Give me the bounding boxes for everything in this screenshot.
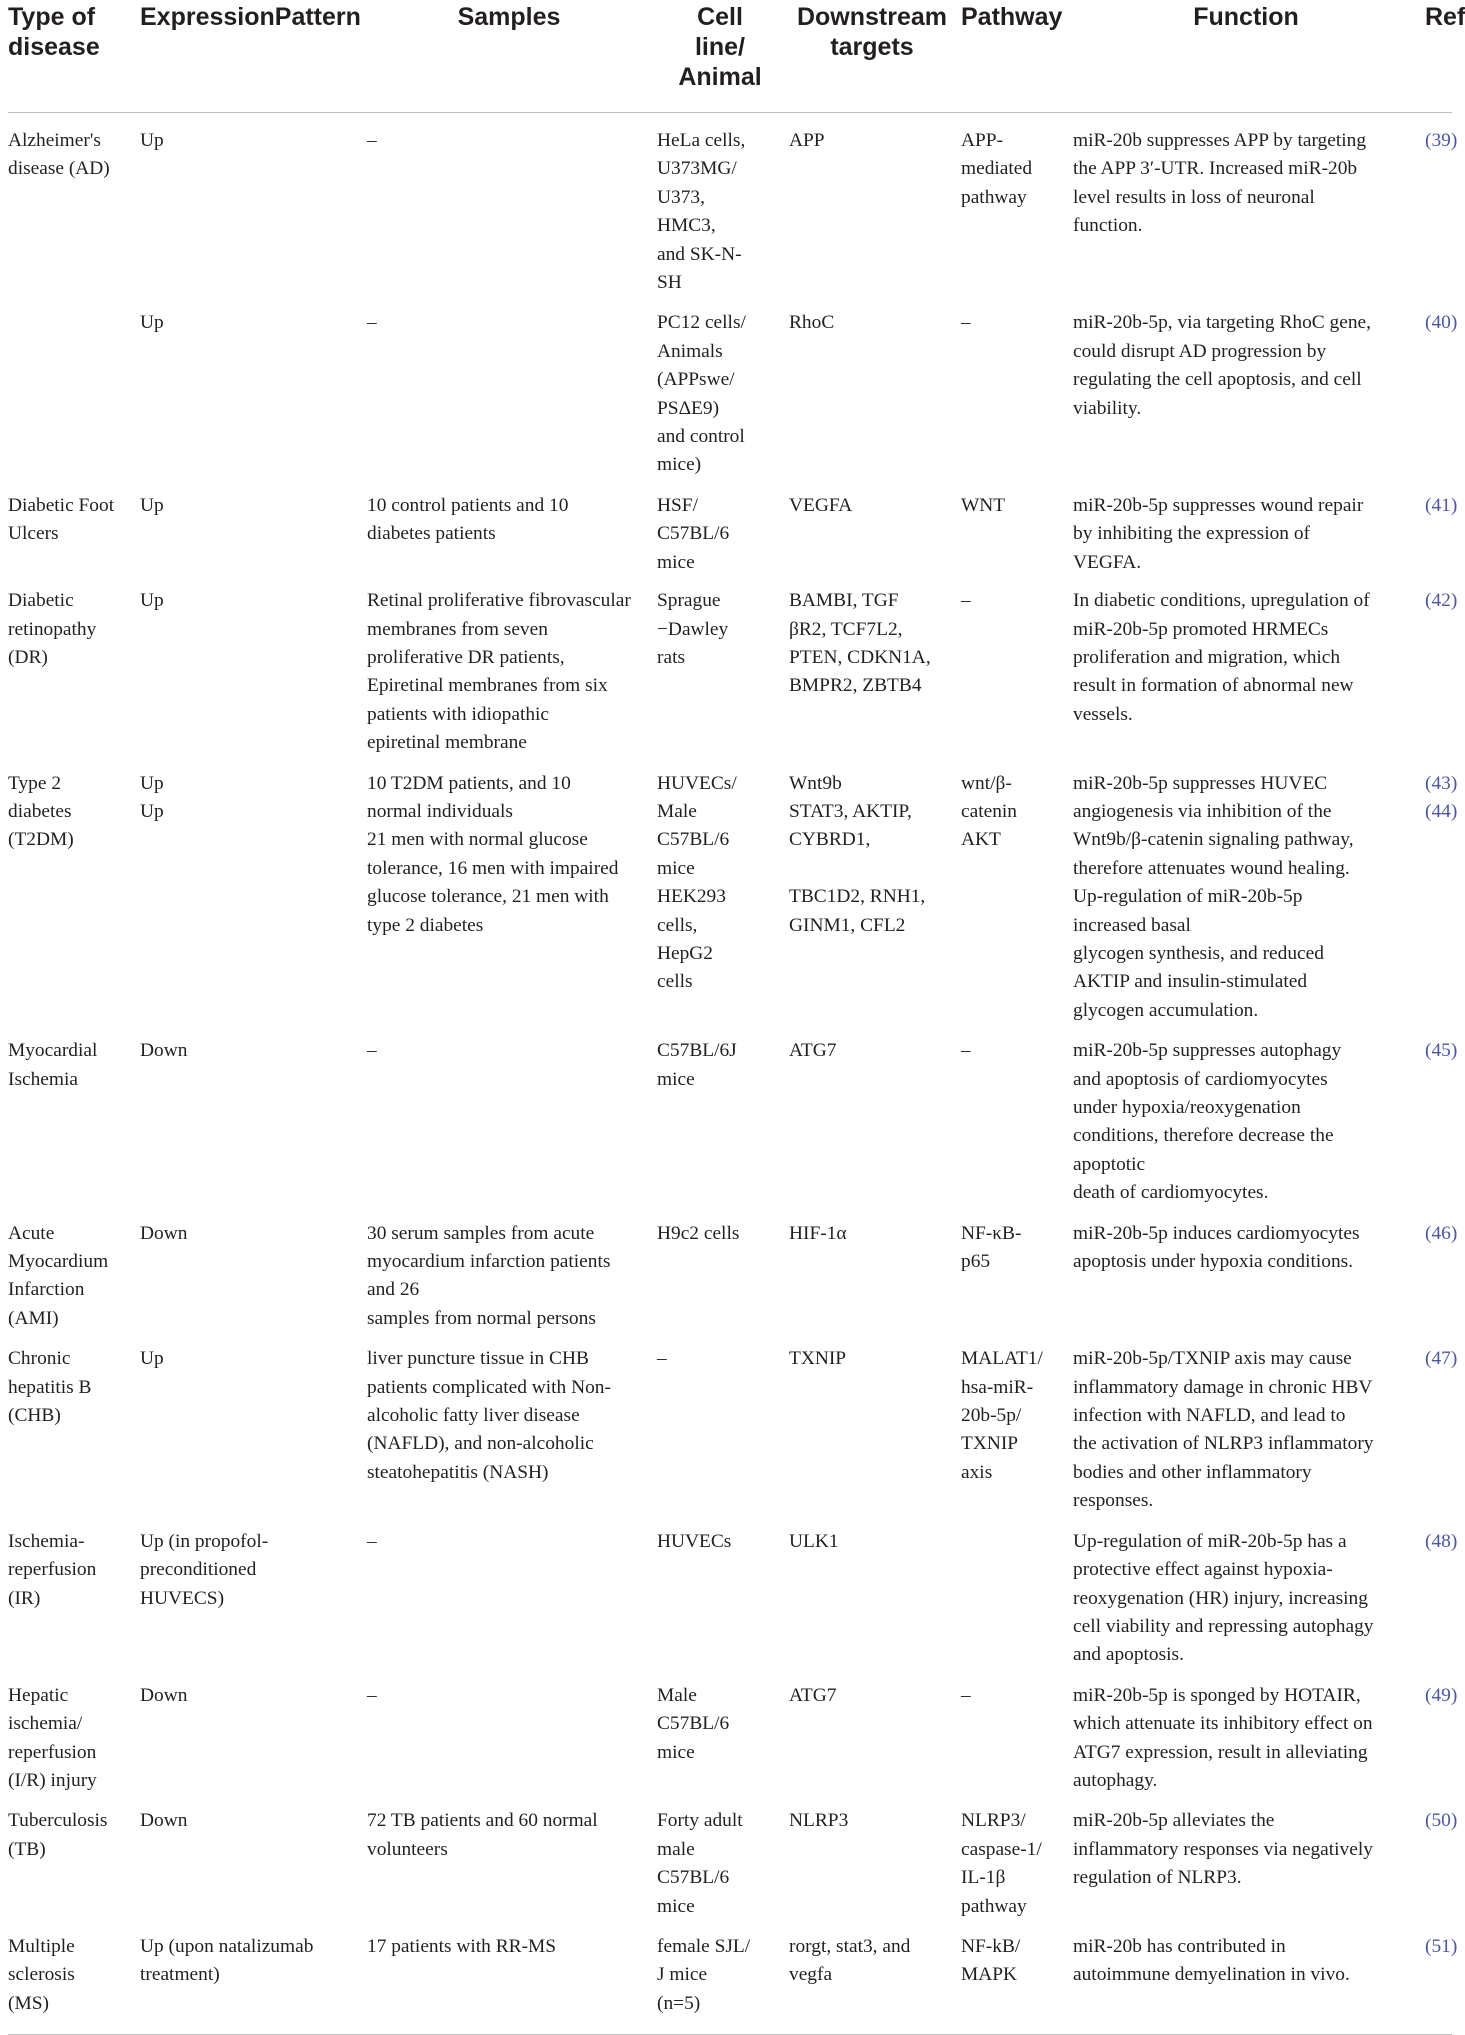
function-cell: miR-20b has contributed in autoimmune demyelination in vivo. [1073, 1921, 1425, 2035]
downstream-targets-cell: VEGFA [789, 494, 853, 516]
cell-line-cell: HUVECs [657, 1530, 732, 1552]
downstream-targets-cell: BAMBI, TGF βR2, TCF7L2, PTEN, CDKN1A, BMPR2, ZBTB4 [789, 590, 931, 697]
table-row [8, 577, 1452, 757]
downstream-targets-cell: ATG7 [789, 1040, 837, 1062]
downstream-targets-cell: Wnt9b STAT3, AKTIP, CYBRD1, TBC1D2, RNH1, GINM1, CFL2 [789, 772, 926, 936]
pathway-cell: – [961, 312, 971, 334]
expression-pattern-cell: Up Up [140, 772, 164, 822]
downstream-targets-cell: ULK1 [789, 1530, 839, 1552]
cell-line-cell: Male C57BL/6 mice [657, 1684, 730, 1763]
header-ref: Ref [1425, 0, 1452, 113]
reference-link[interactable]: (43) (44) [1425, 772, 1458, 822]
cell-line-cell: Sprague −Dawley rats [657, 590, 729, 668]
table-row [8, 758, 1452, 1026]
downstream-targets-cell: NLRP3 [789, 1810, 849, 1832]
expression-pattern-cell: Up (upon natalizumab treatment) [140, 1921, 367, 2035]
expression-pattern-cell: Down [140, 1810, 188, 1832]
function-cell: miR-20b-5p suppresses autophagy and apoptosis of cardiomyocytes under hypoxia/reoxygenation conditions, therefore decrease the apoptotic death of cardiomyocytes. [1073, 1040, 1342, 1204]
disease-type-cell: Hepatic ischemia/ reperfusion (I/R) injury [8, 1684, 97, 1791]
downstream-targets-cell: TXNIP [789, 1348, 847, 1370]
pathway-cell: – [961, 590, 971, 612]
header-downstream-targets: Downstream targets [789, 0, 961, 113]
cell-line-cell: female SJL/ J mice (n=5) [657, 1921, 789, 2035]
downstream-targets-cell: RhoC [789, 312, 835, 334]
function-cell: In diabetic conditions, upregulation of miR-20b-5p promoted HRMECs proliferation and migration, which result in formation of abnormal new vessels. [1073, 590, 1370, 725]
table-row [8, 1795, 1452, 1921]
function-cell: Up-regulation of miR-20b-5p has a protective effect against hypoxia- reoxygenation (HR) injury, increasing cell viability and repressing autophagy and apoptosis. [1073, 1530, 1374, 1666]
header-samples: Samples [367, 0, 657, 113]
samples-cell: – [367, 1530, 377, 1552]
reference-link[interactable]: (40) [1425, 312, 1458, 334]
disease-type-cell: Chronic hepatitis B (CHB) [8, 1348, 92, 1427]
reference-link[interactable]: (50) [1425, 1810, 1458, 1832]
cell-line-cell: HUVECs/ Male C57BL/6 mice HEK293 cells, HepG2 cells [657, 772, 737, 993]
pathway-cell: NF-kB/ MAPK [961, 1921, 1073, 2035]
disease-type-cell: Tuberculosis (TB) [8, 1810, 108, 1860]
reference-link[interactable]: (49) [1425, 1684, 1458, 1706]
table-row [8, 1921, 1452, 2035]
header-cell-line: Cell line/ Animal [657, 0, 789, 113]
function-cell: miR-20b-5p alleviates the inflammatory responses via negatively regulation of NLRP3. [1073, 1810, 1373, 1889]
mirna-disease-table [8, 0, 1465, 2035]
downstream-targets-cell: ATG7 [789, 1684, 837, 1706]
pathway-cell: APP- mediated pathway [961, 130, 1033, 208]
reference-link[interactable]: (51) [1425, 1921, 1452, 2035]
disease-type-cell: Diabetic Foot Ulcers [8, 494, 115, 545]
header-pathway: Pathway [961, 0, 1073, 113]
reference-link[interactable]: (48) [1425, 1530, 1458, 1552]
reference-link[interactable]: (42) [1425, 590, 1458, 612]
pathway-cell: MALAT1/ hsa-miR- 20b-5p/ TXNIP axis [961, 1348, 1043, 1483]
samples-cell: 30 serum samples from acute myocardium infarction patients and 26 samples from normal persons [367, 1222, 611, 1329]
samples-cell: – [367, 1684, 377, 1706]
downstream-targets-cell: APP [789, 130, 825, 151]
table-header-row [8, 0, 1452, 113]
samples-cell: Retinal proliferative fibrovascular membranes from seven proliferative DR patients, Epiretinal membranes from six patients with idiopathic epiretinal membrane [367, 590, 631, 754]
expression-pattern-cell: Up [140, 130, 164, 151]
samples-cell: liver puncture tissue in CHB patients complicated with Non- alcoholic fatty liver disease (NAFLD), and non-alcoholic steatohepatitis (NASH) [367, 1348, 611, 1483]
reference-link[interactable]: (46) [1425, 1222, 1458, 1244]
function-cell: miR-20b-5p suppresses wound repair by inhibiting the expression of VEGFA. [1073, 494, 1364, 573]
cell-line-cell: HSF/ C57BL/6 mice [657, 494, 730, 573]
samples-cell: – [367, 1040, 377, 1062]
table-row [8, 297, 1452, 479]
disease-type-cell: Ischemia- reperfusion (IR) [8, 1530, 97, 1609]
pathway-cell: wnt/β- catenin AKT [961, 772, 1017, 851]
cell-line-cell: Forty adult male C57BL/6 mice [657, 1810, 743, 1917]
disease-type-cell: Alzheimer's disease (AD) [8, 130, 110, 180]
cell-line-cell: H9c2 cells [657, 1222, 740, 1244]
downstream-targets-cell: HIF-1α [789, 1222, 847, 1244]
table-row [8, 1516, 1452, 1670]
samples-cell: 17 patients with RR-MS [367, 1921, 657, 2035]
header-function: Function [1073, 0, 1425, 113]
pathway-cell: – [961, 1040, 971, 1062]
disease-type-cell: Diabetic retinopathy (DR) [8, 590, 97, 668]
header-expression-pattern: ExpressionPattern [140, 0, 367, 113]
cell-line-cell: PC12 cells/ Animals (APPswe/ PSΔE9) and control mice) [657, 312, 746, 476]
expression-pattern-cell: Up [140, 312, 164, 334]
downstream-targets-cell: rorgt, stat3, and vegfa [789, 1921, 961, 2035]
cell-line-cell: C57BL/6J mice [657, 1040, 737, 1090]
function-cell: miR-20b-5p induces cardiomyocytes apoptosis under hypoxia conditions. [1073, 1222, 1360, 1273]
function-cell: miR-20b-5p is sponged by HOTAIR, which attenuate its inhibitory effect on ATG7 expression, result in alleviating autophagy. [1073, 1684, 1373, 1791]
pathway-cell: NF-κB- p65 [961, 1222, 1022, 1273]
cell-line-cell: – [657, 1348, 667, 1370]
reference-link[interactable]: (41) [1425, 494, 1458, 516]
expression-pattern-cell: Down [140, 1222, 188, 1244]
samples-cell: 10 T2DM patients, and 10 normal individuals 21 men with normal glucose tolerance, 16 men with impaired glucose tolerance, 21 men with type 2 diabetes [367, 772, 619, 936]
pathway-cell [961, 1516, 1073, 1670]
table-row [8, 1025, 1452, 1207]
expression-pattern-cell: Down [140, 1040, 188, 1062]
pathway-cell: NLRP3/ caspase-1/ IL-1β pathway [961, 1810, 1042, 1917]
table-row [8, 1670, 1452, 1796]
disease-type-cell: Acute Myocardium Infarction (AMI) [8, 1222, 109, 1329]
header-type-of-disease: Type of disease [8, 0, 140, 113]
expression-pattern-cell: Up [140, 494, 164, 516]
reference-link[interactable]: (45) [1425, 1040, 1458, 1062]
table-body [8, 113, 1458, 2035]
disease-type-cell [8, 297, 140, 479]
expression-pattern-cell: Up [140, 590, 164, 612]
expression-pattern-cell: Up (in propofol- preconditioned HUVECS) [140, 1530, 269, 1609]
function-cell: miR-20b-5p, via targeting RhoC gene, could disrupt AD progression by regulating the cell apoptosis, and cell viability. [1073, 312, 1371, 419]
function-cell: miR-20b-5p/TXNIP axis may cause inflammatory damage in chronic HBV infection with NAFLD, and lead to the activation of NLRP3 inflammatory bodies and other inflammatory responses. [1073, 1348, 1374, 1512]
samples-cell: – [367, 130, 377, 151]
reference-link[interactable]: (39) [1425, 130, 1458, 151]
pathway-cell: WNT [961, 494, 1006, 516]
expression-pattern-cell: Down [140, 1684, 188, 1706]
samples-cell: 72 TB patients and 60 normal volunteers [367, 1810, 598, 1860]
samples-cell: 10 control patients and 10 diabetes patients [367, 494, 569, 545]
function-cell: miR-20b suppresses APP by targeting the APP 3′-UTR. Increased miR-20b level results in loss of neuronal function. [1073, 130, 1367, 237]
disease-type-cell: Type 2 diabetes (T2DM) [8, 772, 74, 851]
pathway-cell: – [961, 1684, 971, 1706]
table-row [8, 1208, 1452, 1334]
expression-pattern-cell: Up [140, 1348, 164, 1370]
cell-line-cell: HeLa cells, U373MG/ U373, HMC3, and SK-N- SH [657, 130, 746, 294]
table-row [8, 113, 1452, 298]
samples-cell: – [367, 312, 377, 334]
function-cell: miR-20b-5p suppresses HUVEC angiogenesis via inhibition of the Wnt9b/β-catenin signaling pathway, therefore attenuates wound healing. Up-regulation of miR-20b-5p increased basal glycogen synthesis, and reduced AKTIP and insulin-stimulated glycogen accumulation. [1073, 772, 1354, 1021]
table-row [8, 480, 1452, 577]
reference-link[interactable]: (47) [1425, 1348, 1458, 1370]
disease-type-cell: Myocardial Ischemia [8, 1040, 98, 1090]
disease-type-cell: Multiple sclerosis (MS) [8, 1921, 140, 2035]
table-row [8, 1333, 1452, 1515]
